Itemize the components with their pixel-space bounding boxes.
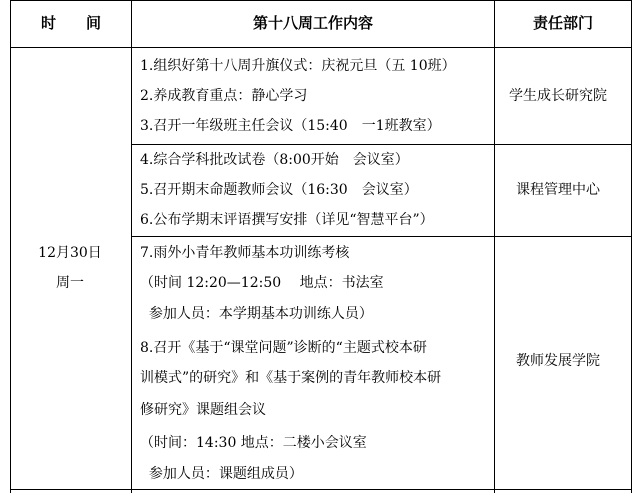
task-line: （时间 12:20—12:50 地点：书法室 <box>140 275 384 291</box>
column-divider-time <box>131 0 132 493</box>
header-content: 第十八周工作内容 <box>252 14 373 32</box>
date-text: 12月30日 <box>38 245 102 261</box>
task-line: 3.召开一年级班主任会议（15:40 一1班教室） <box>140 118 441 134</box>
task-line: 4.综合学科批改试卷（8:00开始 会议室） <box>140 152 409 168</box>
table-right-border <box>631 0 632 493</box>
task-line: 训模式”的研究》和《基于案例的青年教师校本研 <box>140 370 442 386</box>
task-line: 7.雨外小青年教师基本功训练考核 <box>140 245 350 261</box>
header-time: 时 间 <box>40 14 101 32</box>
task-line: 参加人员：课题组成员） <box>140 466 303 482</box>
header-bottom-border <box>10 47 632 48</box>
department-label: 学生成长研究院 <box>509 88 607 104</box>
task-line: 修研究》课题组会议 <box>140 402 266 418</box>
header-department: 责任部门 <box>532 14 593 32</box>
column-divider-content <box>494 0 495 493</box>
task-line: 8.召开《基于“课堂问题”诊断的“主题式校本研 <box>140 340 427 356</box>
weekday-text: 周一 <box>56 275 84 291</box>
task-line: 5.召开期末命题教师会议（16:30 会议室） <box>140 182 418 198</box>
task-line: 6.公布学期末评语撰写安排（详见“智慧平台”） <box>140 212 434 228</box>
task-line: 1.组织好第十八周升旗仪式：庆祝元旦（五 10班） <box>140 58 456 74</box>
table-top-border <box>10 0 632 1</box>
table-bottom-border <box>10 489 632 490</box>
task-line: （时间：14:30 地点：二楼小会议室 <box>140 435 367 451</box>
group1-bottom-border <box>131 144 632 145</box>
department-label: 课程管理中心 <box>516 182 600 198</box>
task-line: 参加人员：本学期基本功训练人员） <box>140 306 373 322</box>
task-line: 2.养成教育重点：静心学习 <box>140 88 308 104</box>
department-label: 教师发展学院 <box>516 353 600 369</box>
group2-bottom-border <box>131 236 632 237</box>
